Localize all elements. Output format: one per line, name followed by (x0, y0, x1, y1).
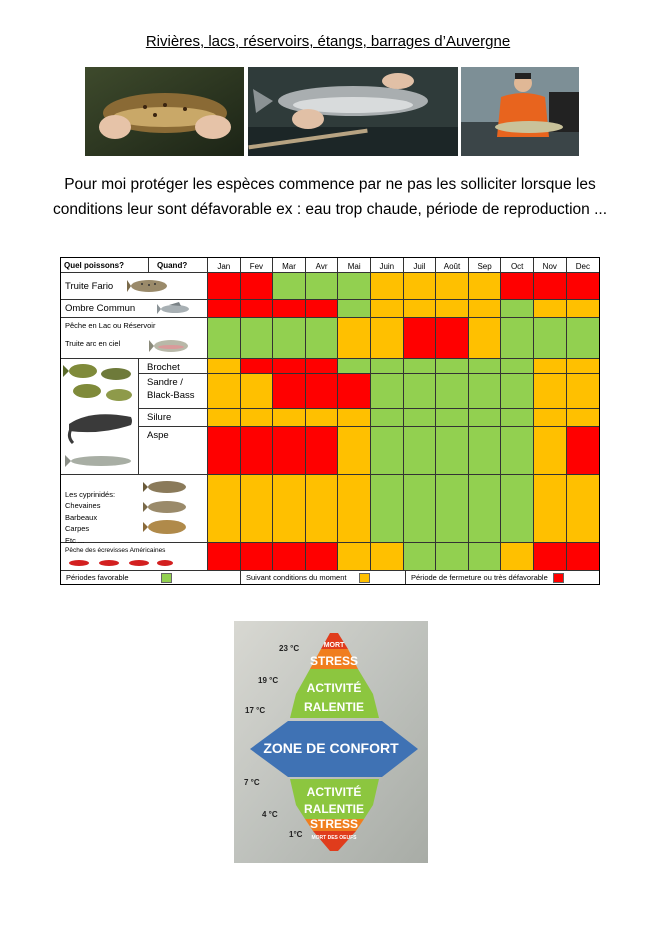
month-header: Fev (241, 258, 274, 273)
calendar-cell (501, 475, 534, 543)
fishing-calendar-table (60, 257, 600, 585)
calendar-cell (436, 543, 469, 571)
calendar-cell (567, 359, 600, 374)
month-header: Dec (567, 258, 600, 273)
month-header: Août (436, 258, 469, 273)
calendar-cell (436, 475, 469, 543)
predator-fish-icon (61, 359, 139, 475)
calendar-cell (567, 543, 600, 571)
calendar-cell (273, 475, 306, 543)
calendar-cell (208, 427, 241, 475)
calendar-cell (371, 427, 404, 475)
calendar-cell (501, 318, 534, 359)
calendar-cell (306, 475, 339, 543)
calendar-cell (208, 374, 241, 409)
pike-fisherman-photo (461, 67, 579, 156)
calendar-cell (338, 374, 371, 409)
calendar-cell (338, 409, 371, 427)
calendar-cell (338, 475, 371, 543)
calendar-cell (534, 543, 567, 571)
temperature-diagram (234, 621, 428, 863)
temp-23-label: 23 °C (279, 644, 300, 653)
label-truite-fario-text: Truite Fario (65, 281, 114, 292)
calendar-cell (469, 543, 502, 571)
legend-favorable (61, 571, 241, 584)
calendar-cell (371, 374, 404, 409)
crayfish-icon (65, 555, 175, 569)
calendar-cell (241, 475, 274, 543)
calendar-cell (241, 409, 274, 427)
calendar-cell (306, 409, 339, 427)
label-truite-fario (61, 273, 208, 300)
month-header: Nov (534, 258, 567, 273)
calendar-cell (371, 300, 404, 318)
temp-7-label: 7 °C (244, 778, 260, 787)
calendar-cell (534, 359, 567, 374)
calendar-cell (338, 427, 371, 475)
calendar-cell (208, 273, 241, 300)
calendar-cell (404, 318, 437, 359)
mort-label: MORT (323, 642, 345, 649)
calendar-cell (273, 300, 306, 318)
calendar-cell (404, 374, 437, 409)
temp-4-label: 4 °C (262, 810, 278, 819)
calendar-cell (306, 318, 339, 359)
activite-label-top: ACTIVITÉ (306, 681, 362, 695)
month-header: Mar (273, 258, 306, 273)
calendar-cell (208, 300, 241, 318)
calendar-cell (469, 359, 502, 374)
calendar-cell (404, 543, 437, 571)
brown-trout-photo (85, 67, 244, 156)
calendar-cell (436, 300, 469, 318)
calendar-cell (208, 543, 241, 571)
calendar-cell (338, 273, 371, 300)
calendar-cell (338, 359, 371, 374)
temp-17-label: 17 °C (245, 706, 266, 715)
calendar-cell (501, 273, 534, 300)
calendar-cell (273, 273, 306, 300)
legend-conditions-text: Suivant conditions du moment (246, 573, 347, 582)
calendar-cell (567, 374, 600, 409)
calendar-cell (501, 543, 534, 571)
month-header: Sep (469, 258, 502, 273)
intro-text: Pour moi protéger les espèces commence par ne pas les solliciter lorsque les conditions leur sont défavorable ex : eau trop chaude, période de reproduction ... (52, 176, 608, 218)
temp-19-label: 19 °C (258, 676, 279, 685)
month-header: Mai (338, 258, 371, 273)
calendar-cell (567, 427, 600, 475)
calendar-cell (501, 300, 534, 318)
calendar-cell (436, 374, 469, 409)
calendar-cell (306, 359, 339, 374)
calendar-cell (469, 409, 502, 427)
month-header: Avr (306, 258, 339, 273)
calendar-cell (469, 374, 502, 409)
calendar-cell (404, 359, 437, 374)
month-header: Oct (501, 258, 534, 273)
legend-orange-swatch (359, 573, 370, 583)
temp-1-label: 1°C (289, 830, 303, 839)
label-ecrevisses (61, 543, 208, 571)
calendar-cell (306, 300, 339, 318)
calendar-cell (241, 427, 274, 475)
label-lac-line1: Pêche en Lac ou Réservoir (65, 321, 156, 330)
legend-fermeture-text: Période de fermeture ou très défavorable (411, 573, 548, 582)
calendar-cell (469, 318, 502, 359)
calendar-cell (208, 359, 241, 374)
label-ombre-commun (61, 300, 208, 318)
calendar-cell (371, 475, 404, 543)
legend-green-swatch (161, 573, 172, 583)
calendar-cell (241, 374, 274, 409)
calendar-cell (436, 409, 469, 427)
stress-label-top: STRESS (309, 654, 359, 668)
calendar-cell (241, 273, 274, 300)
calendar-cell (534, 427, 567, 475)
calendar-cell (371, 543, 404, 571)
calendar-cell (338, 318, 371, 359)
calendar-cell (534, 273, 567, 300)
calendar-cell (501, 359, 534, 374)
calendar-cell (469, 273, 502, 300)
header-when: Quand? (149, 258, 208, 273)
label-lac-line2: Truite arc en ciel (65, 339, 121, 348)
calendar-cell (534, 475, 567, 543)
rainbow-trout-icon (149, 335, 193, 357)
activite-label-bottom: ACTIVITÉ (306, 785, 362, 799)
calendar-cell (534, 409, 567, 427)
calendar-cell (534, 318, 567, 359)
calendar-cell (371, 409, 404, 427)
legend-conditions (241, 571, 406, 584)
calendar-cell (241, 359, 274, 374)
calendar-cell (436, 273, 469, 300)
calendar-cell (404, 273, 437, 300)
month-header: Jan (208, 258, 241, 273)
calendar-cell (273, 409, 306, 427)
calendar-cell (436, 318, 469, 359)
predator-fish-images (61, 359, 139, 475)
legend-fermeture (406, 571, 599, 584)
calendar-cell (567, 273, 600, 300)
calendar-cell (241, 300, 274, 318)
calendar-cell (567, 318, 600, 359)
legend-red-swatch (553, 573, 564, 583)
calendar-cell (436, 359, 469, 374)
calendar-cell (306, 427, 339, 475)
calendar-cell (404, 475, 437, 543)
month-header: Juin (371, 258, 404, 273)
calendar-cell (567, 409, 600, 427)
calendar-cell (273, 543, 306, 571)
label-peche-lac (61, 318, 208, 359)
label-ombre-commun-text: Ombre Commun (65, 303, 136, 314)
calendar-cell (501, 409, 534, 427)
calendar-cell (404, 427, 437, 475)
month-header: Juil (404, 258, 437, 273)
label-aspe: Aspe (139, 427, 208, 475)
ralentie-label-bottom: RALENTIE (304, 802, 364, 816)
legend-favorable-text: Périodes favorable (66, 573, 129, 582)
calendar-cell (469, 475, 502, 543)
mort-oeufs-label: MORT DES OEUFS (311, 835, 357, 841)
label-cyprinides (61, 475, 208, 543)
calendar-cell (273, 427, 306, 475)
calendar-cell (306, 273, 339, 300)
calendar-cell (501, 427, 534, 475)
stress-label-bottom: STRESS (309, 817, 359, 831)
calendar-cell (534, 300, 567, 318)
label-silure: Silure (139, 409, 208, 427)
label-ecrevisses-text: Pêche des écrevisses Américaines (65, 547, 166, 554)
calendar-cell (567, 300, 600, 318)
calendar-cell (469, 427, 502, 475)
header-fish: Quel poissons? (61, 258, 149, 273)
calendar-cell (534, 374, 567, 409)
trout-icon (127, 276, 175, 296)
calendar-cell (208, 475, 241, 543)
calendar-cell (338, 300, 371, 318)
calendar-cell (436, 427, 469, 475)
grayling-photo (248, 67, 458, 156)
calendar-cell (241, 318, 274, 359)
calendar-cell (567, 475, 600, 543)
calendar-cell (273, 318, 306, 359)
calendar-cell (501, 374, 534, 409)
calendar-cell (404, 300, 437, 318)
grayling-icon (157, 301, 193, 316)
calendar-cell (306, 543, 339, 571)
calendar-cell (338, 543, 371, 571)
calendar-cell (371, 318, 404, 359)
calendar-cell (469, 300, 502, 318)
ralentie-label-top: RALENTIE (304, 700, 364, 714)
calendar-cell (371, 359, 404, 374)
cyprinid-icon (143, 477, 191, 539)
confort-label: ZONE DE CONFORT (263, 740, 399, 756)
label-sandre: Sandre / Black-Bass (139, 374, 208, 409)
label-cyprinides-text: Les cyprinidés: Chevaines Barbeaux Carpes Etc ... (65, 489, 116, 545)
calendar-cell (208, 409, 241, 427)
calendar-cell (306, 374, 339, 409)
page-title: Rivières, lacs, réservoirs, étangs, barrages d’Auvergne (145, 33, 511, 50)
calendar-cell (241, 543, 274, 571)
calendar-cell (208, 318, 241, 359)
calendar-cell (273, 374, 306, 409)
label-brochet: Brochet (139, 359, 208, 374)
calendar-cell (371, 273, 404, 300)
calendar-cell (273, 359, 306, 374)
calendar-cell (404, 409, 437, 427)
